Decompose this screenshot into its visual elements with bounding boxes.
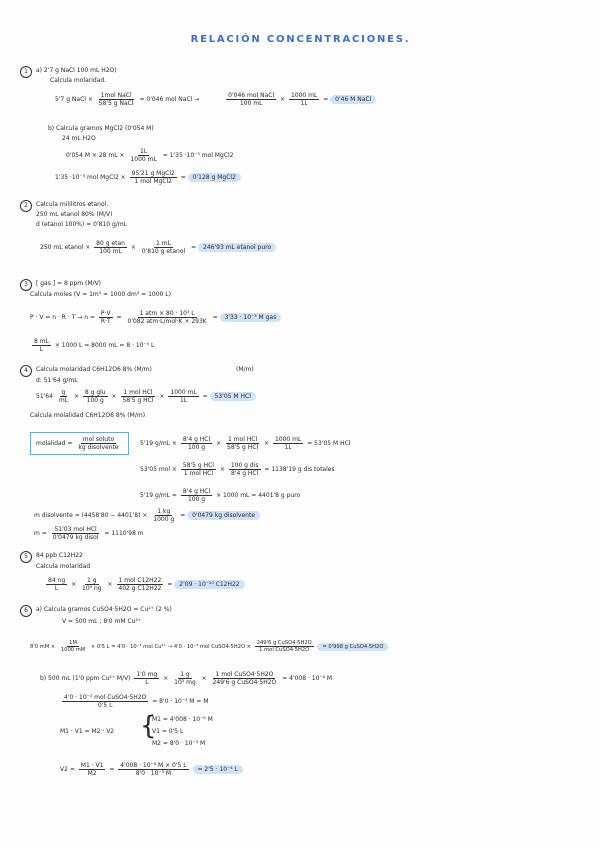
problem-1b-sub: 24 mL H2O: [62, 135, 96, 142]
problem-number-6: 6: [20, 605, 32, 617]
problem-6c-line: $\frac{\text{4'0 · 10⁻³ mol CuSO4·5H2O}}{0'5 L}$ = 8'0 · 10⁻³ M = M: [64, 694, 209, 709]
problem-4-m-line-4: m disolvente = (4458'80 − 4401'8) × $\frac{1 kg}{1000 g}$ = 0'0479 kg disolvente: [34, 508, 260, 523]
problem-2-line-2: d (etanol 100%) = 0'810 g/mL: [36, 221, 128, 228]
problem-2-line-3: 250 mL etanol × $\frac{\text{80 g etan}}{100 mL}$ × $\frac{1 mL}{\text{0'810 g etanol}}$ = 246'93 mL etanol puro: [40, 240, 276, 255]
problem-1b-heading: b) Calcula gramos MgCl2 (0'054 M): [48, 125, 154, 132]
problem-4-m-line-3: 5'19 g/mL = $\frac{\text{8'4 g HCl}}{100 g}$ × 1000 mL = 4401'8 g puro: [140, 488, 301, 503]
result-5: 2'09 · 10⁻¹⁰ C12H22: [174, 580, 244, 589]
problem-5-heading: 84 ppb C12H22: [36, 552, 83, 559]
problem-1b-line-2: 1'35 ·10⁻³ mol MgCl2 × $\frac{\text{95'21 g MgCl2}}{\text{1 mol MgCl2}}$ = 0'128 g MgCl2: [55, 170, 241, 185]
result-2: 246'93 mL etanol puro: [198, 243, 276, 252]
result-4a: 53'05 M HCl: [210, 392, 256, 401]
problem-3-line-1: P · V = n · R · T → n = $\frac{P\cdot V}{R\cdot T}$ = $\frac{\text{1 atm × 80 · 10³ L}}{\text{0'082 atm·L/mol·K × 293K}}$ = 3'33 · 10⁻³ M gas: [30, 310, 281, 325]
problem-4-line-2: 51'64 $\frac{g}{mL}$ × $\frac{\text{8 g glu}}{100 g}$ × $\frac{\text{1 mol HCl}}{\text{58'5 g HCl}}$ × $\frac{1000 mL}{1L}$ = 53'05 M HCl: [36, 389, 256, 404]
problem-1-subheading: Calcula molaridad.: [50, 77, 107, 84]
problem-4-m-line-2: 53'05 mol × $\frac{\text{58'5 g HCl}}{\text{1 mol HCl}}$ × $\frac{\text{100 g dis}}{\text{8'4 g HCl}}$ = 1138'19 g dis totales: [140, 462, 335, 477]
result-6a: = 0'998 g CuSO4·5H2O: [317, 643, 388, 651]
result-4b-disolvente: 0'0479 kg disolvente: [187, 511, 260, 520]
problem-4-heading: Calcula molaridad C6H12O6 8% (M/m): [36, 366, 152, 373]
problem-6-line-1: 8'0 mM × $\frac{1M}{1000 mM}$ × 0'5 L = 4'0 · 10⁻³ mol Cu²⁺ → 4'0 · 10⁻³ mol CuSO4·5H2O × $\frac{\text{249'6 g CuSO4·5H2O}}{\text{1 mol CuSO4·5H2O}}$ = 0'998 g CuSO4·5H2O: [30, 640, 388, 653]
problem-6d-given-2: V1 = 0'5 L: [152, 728, 184, 735]
problem-number-5: 5: [20, 551, 32, 563]
problem-5-sub: Calcula molaridad: [36, 563, 91, 570]
problem-6e-line: V2 = $\frac{M1 \cdot V1}{M2}$ = $\frac{\text{4'008 · 10⁻⁶ M × 0'5 L}}{\text{8'0 · 10⁻³ M}}$ = 2'5 · 10⁻⁴ L: [60, 762, 243, 777]
problem-1b-line-1: 0'054 M × 28 mL × $\frac{1L}{1000 mL}$ = 1'35 ·10⁻³ mol MgCl2: [66, 148, 234, 163]
problem-3-heading: [ gas ] = 8 ppm (M/V): [36, 280, 102, 287]
problem-6b-line: b) 500 mL (1'0 ppm Cu²⁺ M/V) $\frac{1'0 mg}{L}$ × $\frac{1 g}{\text{10³ mg}}$ × $\frac{\text{1 mol CuSO4·5H2O}}{\text{249'6 g CuSO4·5H2O}}$ = 4'008 · 10⁻⁶ M: [40, 671, 333, 686]
problem-6d-given-1: M1 = 4'008 · 10⁻⁶ M: [152, 716, 213, 723]
problem-6-sub: V = 500 mL ; 8'0 mM Cu²⁺: [62, 618, 142, 625]
problem-1-heading: a) 2'7 g NaCl 100 mL H2O): [36, 67, 117, 74]
brace-symbol: {: [140, 711, 157, 741]
page-title: RELACIÓN CONCENTRACIONES.: [190, 34, 411, 45]
problem-number-2: 2: [20, 200, 32, 212]
problem-2-heading: Calcula mililitros etanol.: [36, 201, 109, 208]
result-1b: 0'128 g MgCl2: [188, 173, 241, 182]
problem-3-line-2: $\frac{8 mL}{L}$ × 1000 L = 8000 mL = 8 · 10⁻³ L: [34, 338, 155, 353]
problem-4-line-3: Calcula molalidad C6H12O6 8% (M/m): [30, 412, 146, 419]
problem-6d-line: M1 · V1 = M2 · V2: [60, 728, 115, 735]
problem-number-1: 1: [20, 66, 32, 78]
problem-5-line-1: $\frac{84 ng}{L}$ × $\frac{1 g}{\text{10⁹ ng}}$ × $\frac{\text{1 mol C12H22}}{\text{402 g C12H22}}$ = 2'09 · 10⁻¹⁰ C12H22: [44, 577, 245, 592]
problem-number-4: 4: [20, 365, 32, 377]
result-1a: 0'46 M NaCl: [330, 95, 376, 104]
problem-6d-given-3: M2 = 8'0 · 10⁻³ M: [152, 740, 206, 747]
problem-2-line-1: 250 mL etanol 80% (M/V): [36, 211, 113, 218]
problem-1-line-1: 5'7 g NaCl × $\frac{\text{1mol NaCl}}{\text{58'5 g NaCl}}$ = 0'046 mol NaCl → $\frac{\text{0'046 mol NaCl}}{100 mL}$ × $\frac{1000 mL}{1L}$ = 0'46 M NaCl: [55, 92, 376, 107]
result-6e: = 2'5 · 10⁻⁴ L: [193, 765, 243, 774]
problem-6-heading: a) Calcula gramos CuSO4·5H2O = Cu²⁺ (2 %): [36, 606, 172, 613]
problem-4-m-line-1: 5'19 g/mL × $\frac{\text{8'4 g HCl}}{100 g}$ × $\frac{\text{1 mol HCl}}{\text{58'5 g HCl}}$ × $\frac{1000 mL}{1L}$ = 53'05 M HCl: [140, 436, 351, 451]
problem-4-line-1: d: 51'64 g/mL: [36, 377, 78, 384]
problem-4-m-line-5: m = $\frac{\text{51'03 mol HCl}}{\text{0'0479 kg disol}}$ = 1110'98 m: [34, 526, 144, 541]
problem-3-sub: Calcula moles (V = 1m³ = 1000 dm³ = 1000 L): [30, 291, 171, 298]
molality-definition-box: molalidad = $\frac{\text{mol soluto}}{\text{kg disolvente}}$: [30, 432, 129, 455]
problem-4-unit: (M/m): [236, 366, 254, 373]
problem-number-3: 3: [20, 279, 32, 291]
result-3: 3'33 · 10⁻³ M gas: [220, 313, 282, 322]
